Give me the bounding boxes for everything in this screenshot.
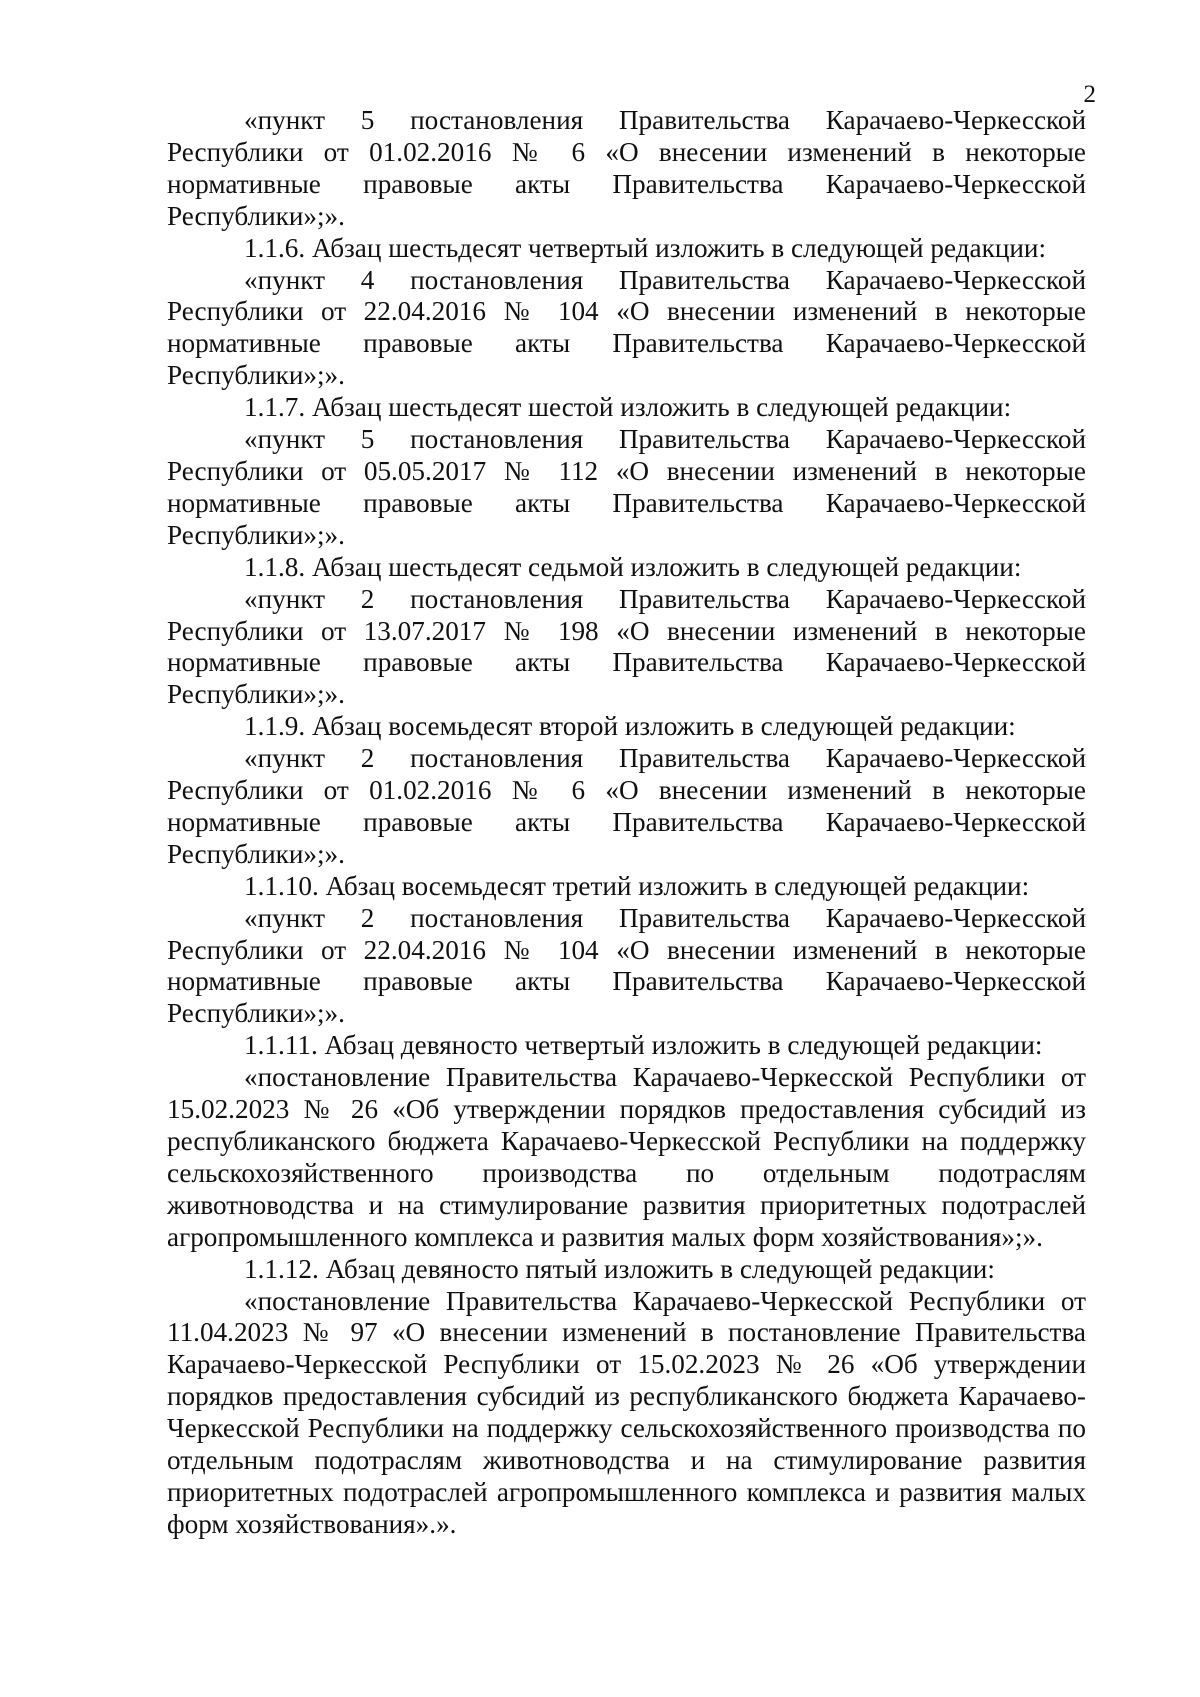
quoted-text: «постановление Правительства Карачаево-Черкесской Республики от 15.02.2023 № 26 «Об утверждении порядков предоставления субсидий из республиканского бюджета Карачаево-Черкесской Республики на поддержку сельскохозяйственного производства по отдельным подотраслям животноводства и на стимулирование развития приоритетных подотраслей агропромышленного комплекса и развития малых форм хозяйствования»;». [167, 1062, 1086, 1252]
clause-heading: 1.1.8. Абзац шестьдесят седьмой изложить в следующей редакции: [244, 551, 1022, 582]
document-body [167, 105, 1086, 1541]
quoted-text: «пункт 5 постановления Правительства Карачаево-Черкесской Республики от 05.05.2017 № 112 «О внесении изменений в некоторые нормативные правовые акты Правительства Карачаево-Черкесской Республики»;». [167, 424, 1086, 550]
clause-heading: 1.1.11. Абзац девяносто четвертый изложить в следующей редакции: [244, 1030, 1043, 1061]
clause-heading: 1.1.7. Абзац шестьдесят шестой изложить в следующей редакции: [244, 392, 1012, 423]
quoted-text: «постановление Правительства Карачаево-Черкесской Республики от 11.04.2023 № 97 «О внесении изменений в постановление Правительства Карачаево-Черкесской Республики от 15.02.2023 № 26 «Об утверждении порядков предоставления субсидий из республиканского бюджета Карачаево-Черкесской Республики на поддержку сельскохозяйственного производства по отдельным подотраслям животноводства и на стимулирование развития приоритетных подотраслей агропромышленного комплекса и развития малых форм хозяйствования».». [167, 1285, 1086, 1539]
quoted-text: «пункт 5 постановления Правительства Карачаево-Черкесской Республики от 01.02.2016 № 6 «О внесении изменений в некоторые нормативные правовые акты Правительства Карачаево-Черкесской Республики»;». [167, 105, 1086, 231]
clause-heading: 1.1.6. Абзац шестьдесят четвертый изложить в следующей редакции: [244, 232, 1047, 263]
clause-heading: 1.1.9. Абзац восемьдесят второй изложить в следующей редакции: [244, 711, 1016, 742]
clause-heading: 1.1.10. Абзац восемьдесят третий изложить в следующей редакции: [244, 870, 1030, 901]
quoted-text: «пункт 2 постановления Правительства Карачаево-Черкесской Республики от 01.02.2016 № 6 «О внесении изменений в некоторые нормативные правовые акты Правительства Карачаево-Черкесской Республики»;». [167, 743, 1086, 869]
page-number: 2 [1083, 81, 1096, 108]
quoted-text: «пункт 4 постановления Правительства Карачаево-Черкесской Республики от 22.04.2016 № 104 «О внесении изменений в некоторые нормативные правовые акты Правительства Карачаево-Черкесской Республики»;». [167, 264, 1086, 391]
quoted-text: «пункт 2 постановления Правительства Карачаево-Черкесской Республики от 13.07.2017 № 198 «О внесении изменений в некоторые нормативные правовые акты Правительства Карачаево-Черкесской Республики»;». [167, 583, 1086, 710]
clause-heading: 1.1.12. Абзац девяносто пятый изложить в следующей редакции: [244, 1253, 995, 1284]
quoted-text: «пункт 2 постановления Правительства Карачаево-Черкесской Республики от 22.04.2016 № 104 «О внесении изменений в некоторые нормативные правовые акты Правительства Карачаево-Черкесской Республики»;». [167, 902, 1086, 1029]
